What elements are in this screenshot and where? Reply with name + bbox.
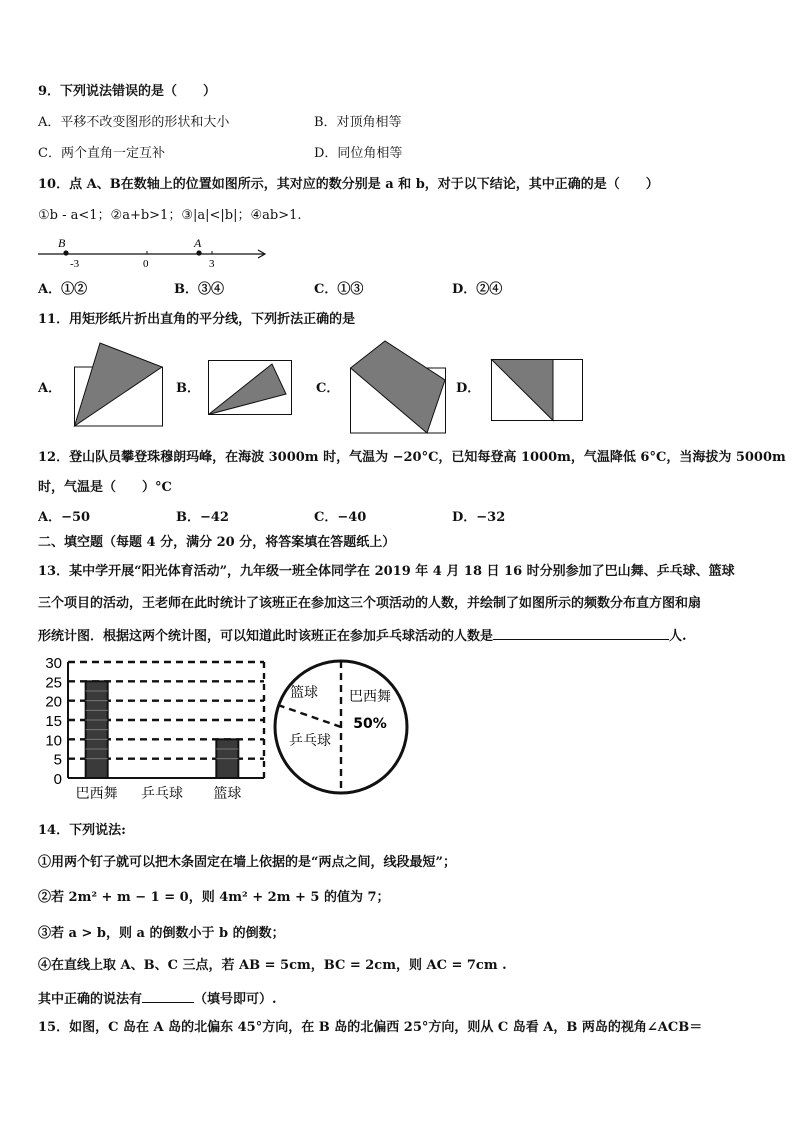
tick-label-neg3: -3 <box>70 258 80 270</box>
q10-option-b: B．③④ <box>174 282 224 297</box>
q10-stem: 10．点 A、B在数轴上的位置如图所示，其对应的数分别是 a 和 b，对于以下结论，其中正确的是（ ） <box>38 177 659 192</box>
q10-option-c: C．①③ <box>314 282 364 297</box>
category-label: 乒乓球 <box>141 786 183 802</box>
q11-label-d: D． <box>456 381 481 396</box>
q13-line3-text: 形统计图．根据这两个统计图，可以知道此时该班正在参加乒乓球活动的人数是 <box>38 629 494 644</box>
frequency-histogram <box>44 652 274 802</box>
q13-line3-unit: 人. <box>669 629 687 644</box>
q14-answer-blank[interactable] <box>142 989 194 1003</box>
y-tick-label: 30 <box>45 655 62 672</box>
tick-label-0: 0 <box>143 258 149 270</box>
q15-stem: 15．如图，C 岛在 A 岛的北偏东 45°方向，在 B 岛的北偏西 25°方向，则从 C 岛看 A，B 两岛的视角∠ACB＝ <box>38 1020 703 1035</box>
q14-item-4: ④在直线上取 A、B、C 三点，若 AB = 5cm，BC = 2cm，则 AC = 7cm . <box>38 958 507 973</box>
y-tick-label: 10 <box>45 732 62 750</box>
y-tick-label: 0 <box>53 771 62 788</box>
section-heading: 二、填空题（每题 4 分，满分 20 分，将答案填在答题纸上） <box>38 535 396 550</box>
q14-answer-text: 其中正确的说法有 <box>38 992 143 1007</box>
category-label: 巴西舞 <box>75 786 118 802</box>
pie-chart <box>272 652 422 802</box>
pie-slice-label: 巴西舞 <box>349 689 391 705</box>
q14-item-3: ③若 a > b，则 a 的倒数小于 b 的倒数； <box>38 926 285 941</box>
point-b-dot <box>63 250 68 255</box>
q10-option-d: D．②④ <box>452 282 503 297</box>
q11-label-b: B． <box>176 381 200 396</box>
q14-stem: 14．下列说法: <box>38 823 126 838</box>
q11-stem: 11．用矩形纸片折出直角的平分线，下列折法正确的是 <box>38 312 356 327</box>
pie-divider <box>278 705 341 727</box>
q10-option-a: A．①② <box>38 282 88 297</box>
q14-item-2: ②若 2m² + m − 1 = 0，则 4m² + 2m + 5 的值为 7； <box>38 890 390 905</box>
q13-line2: 三个项目的活动，王老师在此时统计了该班正在参加这三个项活动的人数，并绘制了如图所示的频数分布直方图和扇 <box>38 596 702 611</box>
y-tick-label: 20 <box>45 693 62 711</box>
point-a-dot <box>196 250 201 255</box>
y-tick-label: 5 <box>53 751 62 769</box>
q12-option-a: A．−50 <box>38 510 91 525</box>
q13-answer-blank[interactable] <box>493 626 669 640</box>
q11-figure-b <box>208 360 298 420</box>
q14-answer-suffix: （填号即可）. <box>194 992 277 1007</box>
y-tick-label: 15 <box>45 713 62 730</box>
q11-figure-a <box>74 340 174 430</box>
q11-figure-c <box>350 340 450 436</box>
q14-answer-line <box>38 989 277 1008</box>
q9-option-a: A．平移不改变图形的形状和大小 <box>38 115 230 130</box>
q9-option-b: B．对顶角相等 <box>314 115 402 130</box>
y-tick-label: 25 <box>45 674 62 692</box>
pie-percent-label: 50% <box>353 716 387 732</box>
tick-label-3: 3 <box>209 258 215 270</box>
point-a-label: A <box>194 236 202 250</box>
q13-line1: 13．某中学开展“阳光体育活动”，九年级一班全体同学在 2019 年 4 月 18 日 16 时分别参加了巴山舞、乒乓球、篮球 <box>38 564 735 579</box>
q11-label-c: C． <box>316 381 340 396</box>
q14-item-1: ①用两个钉子就可以把木条固定在墙上依据的是“两点之间，线段最短”； <box>38 855 456 870</box>
q9-stem: 9．下列说法错误的是（ ） <box>38 84 217 99</box>
pie-slice-label: 篮球 <box>290 685 318 701</box>
category-label: 篮球 <box>213 786 242 802</box>
point-b-label: B <box>58 236 66 250</box>
number-line-figure <box>36 234 276 270</box>
q11-label-a: A． <box>38 381 62 396</box>
q9-option-d: D．同位角相等 <box>314 146 403 161</box>
q12-stem-line1: 12．登山队员攀登珠穆朗玛峰，在海波 3000m 时，气温为 −20°C，已知每登高 1000m，气温降低 6°C，当海拔为 5000m <box>38 450 786 465</box>
q12-stem-line2: 时，气温是（ ）°C <box>38 480 172 495</box>
q12-option-b: B．−42 <box>176 510 229 525</box>
q13-line3 <box>38 626 687 645</box>
pie-slice-label: 乒乓球 <box>289 733 331 749</box>
q12-option-d: D．−32 <box>452 510 506 525</box>
q11-figure-d <box>491 359 591 423</box>
q12-option-c: C．−40 <box>314 510 367 525</box>
q9-option-c: C．两个直角一定互补 <box>38 146 165 161</box>
q10-conclusions: ①b - a<1；②a+b>1；③|a|<|b|；④ab>1. <box>38 208 302 223</box>
